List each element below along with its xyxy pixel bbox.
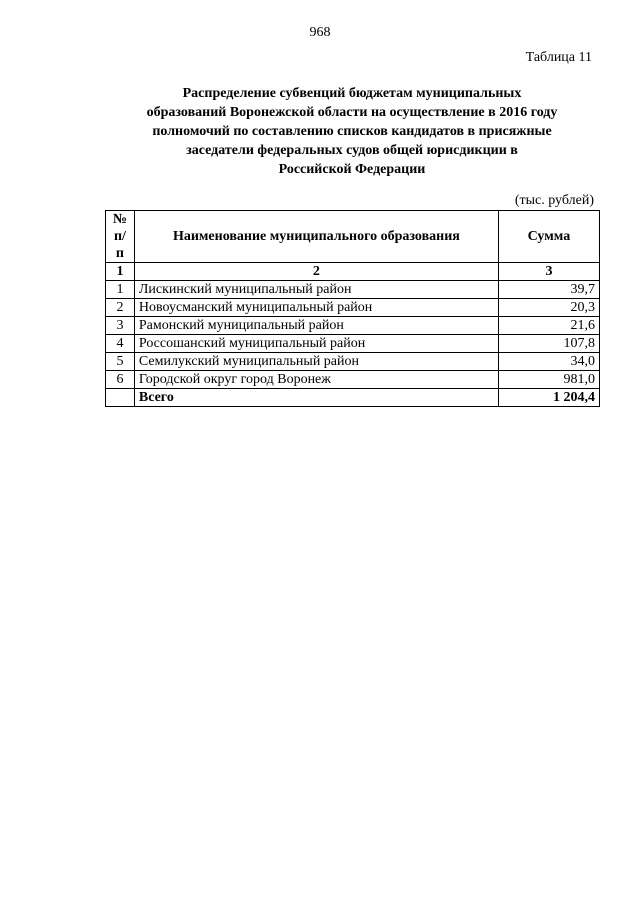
table-row — [106, 299, 600, 317]
table-row — [106, 281, 600, 299]
column-index: 3 — [498, 263, 599, 281]
row-name: Городской округ город Воронеж — [134, 371, 498, 389]
row-name: Россошанский муниципальный район — [134, 335, 498, 353]
units-label: (тыс. рублей) — [514, 193, 594, 208]
column-index: 2 — [134, 263, 498, 281]
row-name: Рамонский муниципальный район — [134, 317, 498, 335]
header-number-abbr: п/п — [113, 229, 126, 261]
header-number — [106, 211, 135, 263]
row-number: 5 — [106, 353, 135, 371]
row-sum: 981,0 — [498, 371, 599, 389]
row-sum: 20,3 — [498, 299, 599, 317]
title-line: образований Воронежской области на осуществление в 2016 году — [146, 105, 558, 120]
row-name: Лискинский муниципальный район — [134, 281, 498, 299]
total-row — [106, 389, 600, 407]
title-line: Распределение субвенций бюджетам муниципальных — [182, 86, 522, 101]
title-line: заседатели федеральных судов общей юрисдикции в — [186, 143, 518, 158]
total-sum: 1 204,4 — [498, 389, 599, 407]
subvention-table — [105, 210, 600, 407]
row-number: 4 — [106, 335, 135, 353]
table-row — [106, 335, 600, 353]
row-number: 3 — [106, 317, 135, 335]
row-sum: 107,8 — [498, 335, 599, 353]
title-line: Российской Федерации — [278, 162, 426, 177]
row-name: Семилукский муниципальный район — [134, 353, 498, 371]
page-number: 968 — [309, 25, 331, 40]
row-number: 1 — [106, 281, 135, 299]
total-label: Всего — [134, 389, 498, 407]
header-name: Наименование муниципального образования — [134, 211, 498, 263]
header-sum: Сумма — [498, 211, 599, 263]
row-sum: 39,7 — [498, 281, 599, 299]
table-header-row — [106, 211, 600, 263]
row-number: 2 — [106, 299, 135, 317]
table-row — [106, 371, 600, 389]
row-name: Новоусманский муниципальный район — [134, 299, 498, 317]
table-row — [106, 353, 600, 371]
header-number-symbol: № — [112, 212, 127, 227]
row-number: 6 — [106, 371, 135, 389]
column-index-row — [106, 263, 600, 281]
row-sum: 34,0 — [498, 353, 599, 371]
title-line: полномочий по составлению списков кандидатов в присяжные — [152, 124, 552, 139]
row-sum: 21,6 — [498, 317, 599, 335]
table-row — [106, 317, 600, 335]
document-title — [104, 84, 600, 179]
table-caption: Таблица 11 — [525, 50, 592, 65]
total-number-cell — [106, 389, 135, 407]
column-index: 1 — [106, 263, 135, 281]
